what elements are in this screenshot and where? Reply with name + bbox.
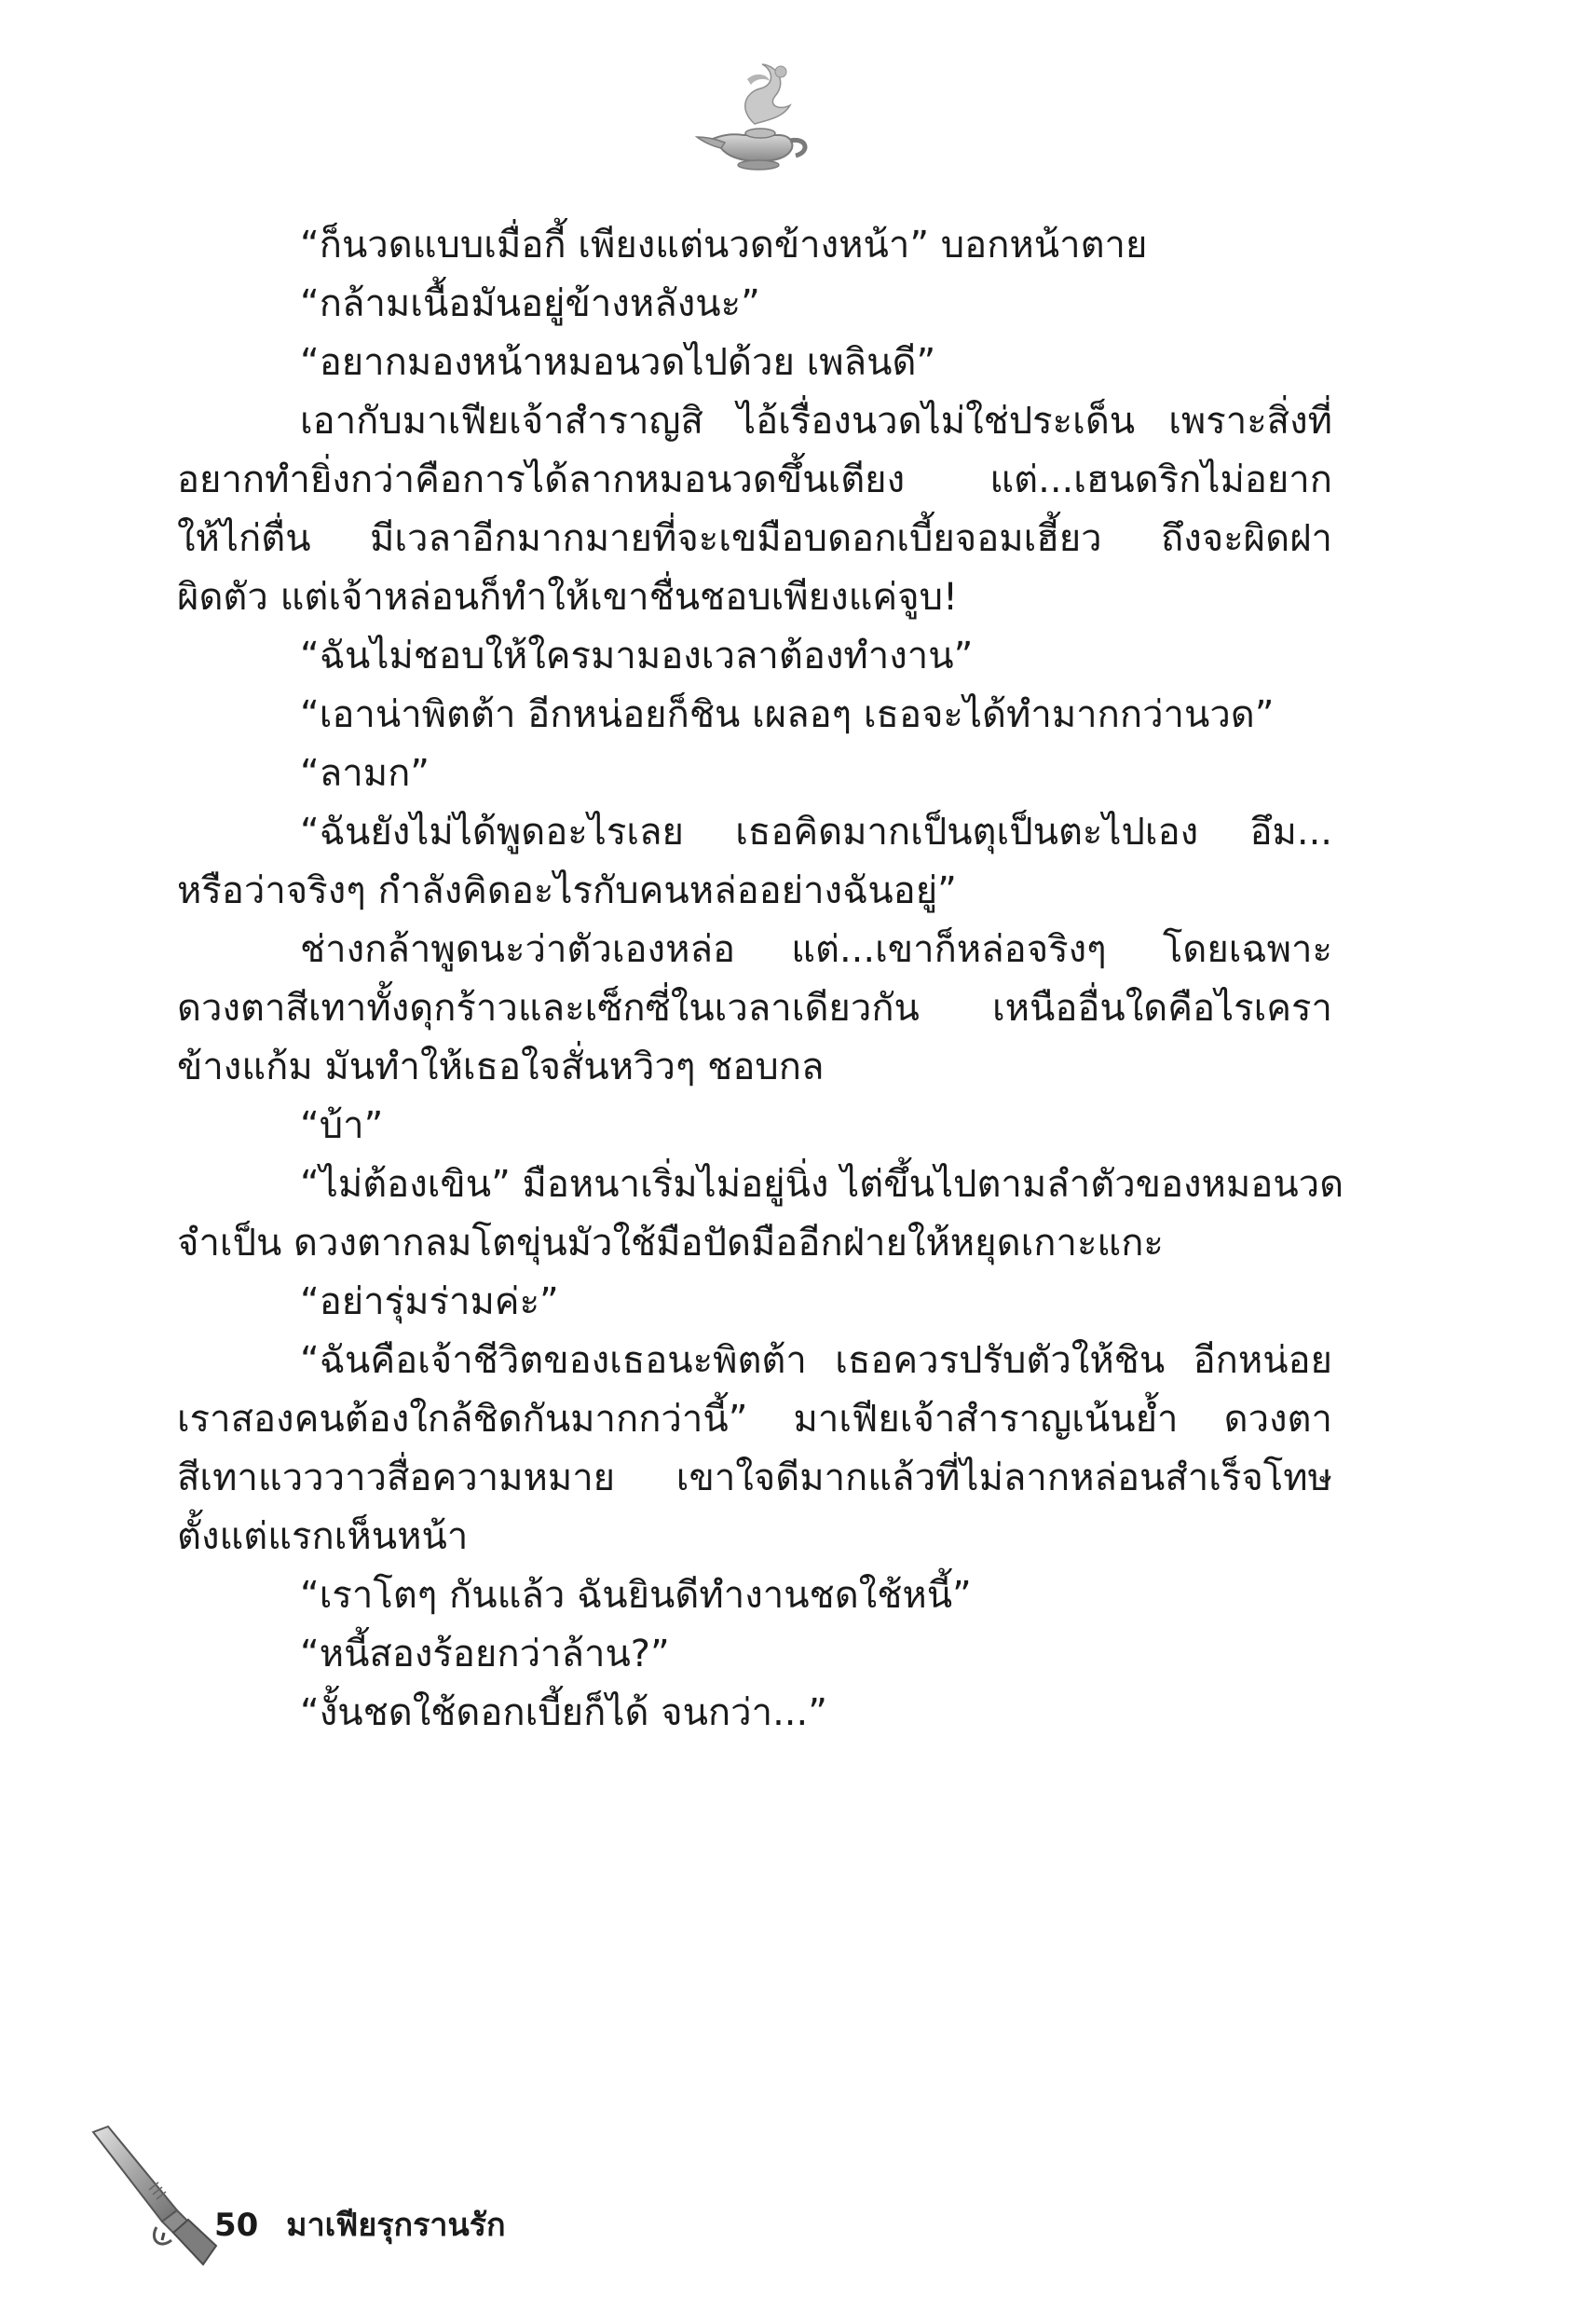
text-line: จำเป็น ดวงตากลมโตขุ่นมัวใช้มือปัดมืออีกฝ่ายให้หยุดเกาะแกะ [177, 1222, 1164, 1265]
text-line: “ฉันไม่ชอบให้ใครมามองเวลาต้องทำงาน” [300, 635, 974, 677]
page-body-text [177, 216, 1344, 1743]
text-line: “ฉันยังไม่ได้พูดอะไรเลย เธอคิดมากเป็นตุเป็นตะไปเอง อึม... [300, 811, 1332, 854]
text-line: “ไม่ต้องเขิน” มือหนาเริ่มไม่อยู่นิ่ง ไต่ขึ้นไปตามลำตัวของหมอนวด [300, 1163, 1344, 1206]
text-line: ให้ไก่ตื่น มีเวลาอีกมากมายที่จะเขมือบดอกเบี้ยจอมเฮี้ยว ถึงจะผิดฝา [177, 517, 1332, 560]
book-title: มาเฟียรุกรานรัก [286, 2207, 506, 2244]
text-line: “กล้ามเนื้อมันอยู่ข้างหลังนะ” [300, 282, 760, 325]
text-line: สีเทาแวววาวสื่อความหมาย เขาใจดีมากแล้วที่ไม่ลากหล่อนสำเร็จโทษ [177, 1456, 1332, 1499]
genie-lamp-icon [689, 51, 820, 172]
text-line: ผิดตัว แต่เจ้าหล่อนก็ทำให้เขาชื่นชอบเพียงแค่จูบ! [177, 576, 959, 619]
page-footer [214, 2199, 506, 2249]
text-line: “เอาน่าพิตต้า อีกหน่อยก็ชิน เผลอๆ เธอจะได้ทำมากกว่านวด” [300, 693, 1275, 736]
page-number: 50 [214, 2207, 259, 2244]
text-line: ช่างกล้าพูดนะว่าตัวเองหล่อ แต่...เขาก็หล่อจริงๆ โดยเฉพาะ [300, 928, 1332, 971]
text-line: อยากทำยิ่งกว่าคือการได้ลากหมอนวดขึ้นเตียง แต่...เฮนดริกไม่อยาก [177, 458, 1332, 501]
text-line: “หนี้สองร้อยกว่าล้าน?” [300, 1633, 670, 1675]
text-line: “อยากมองหน้าหมอนวดไปด้วย เพลินดี” [300, 341, 936, 384]
text-line: ดวงตาสีเทาทั้งดุกร้าวและเซ็กซี่ในเวลาเดียวกัน เหนืออื่นใดคือไรเครา [177, 987, 1332, 1030]
text-line: “ฉันคือเจ้าชีวิตของเธอนะพิตต้า เธอควรปรับตัวให้ชิน อีกหน่อย [300, 1339, 1332, 1382]
text-line: “เราโตๆ กันแล้ว ฉันยินดีทำงานชดใช้หนี้” [300, 1574, 972, 1617]
text-line: ข้างแก้ม มันทำให้เธอใจสั่นหวิวๆ ชอบกล [177, 1046, 825, 1088]
text-line: “งั้นชดใช้ดอกเบี้ยก็ได้ จนกว่า...” [300, 1691, 827, 1734]
text-line: “บ้า” [300, 1104, 384, 1147]
pistol-icon [84, 2125, 224, 2274]
text-line: ตั้งแต่แรกเห็นหน้า [177, 1515, 469, 1558]
text-line: “ลามก” [300, 752, 430, 795]
text-line: เอากับมาเฟียเจ้าสำราญสิ ไอ้เรื่องนวดไม่ใช่ประเด็น เพราะสิ่งที่ [300, 400, 1332, 443]
text-line: “ก็นวดแบบเมื่อกี้ เพียงแต่นวดข้างหน้า” บอกหน้าตาย [300, 224, 1148, 267]
text-line: หรือว่าจริงๆ กำลังคิดอะไรกับคนหล่ออย่างฉันอยู่” [177, 869, 957, 912]
text-line: เราสองคนต้องใกล้ชิดกันมากกว่านี้” มาเฟียเจ้าสำราญเน้นย้ำ ดวงตา [177, 1398, 1332, 1441]
text-line: “อย่ารุ่มร่ามค่ะ” [300, 1280, 559, 1323]
